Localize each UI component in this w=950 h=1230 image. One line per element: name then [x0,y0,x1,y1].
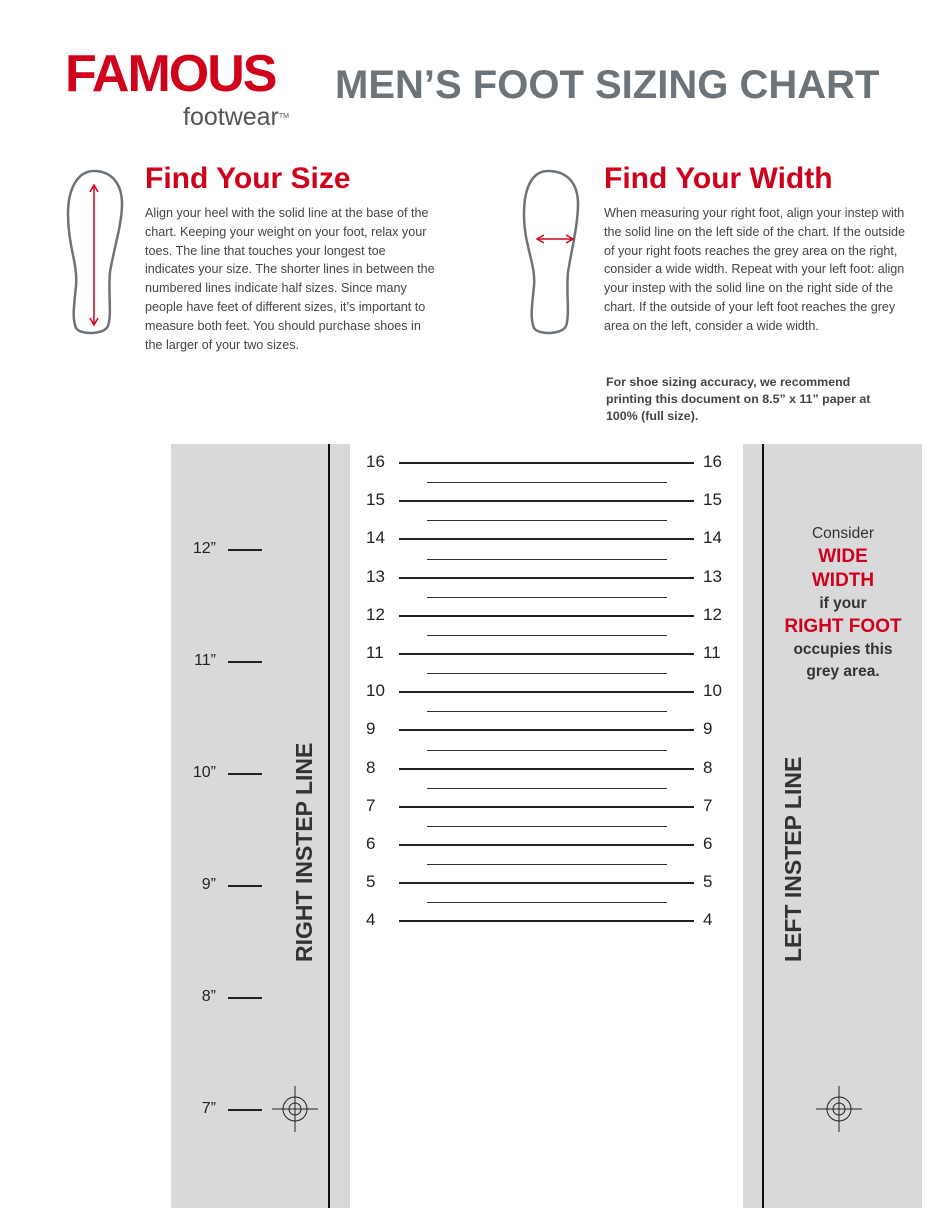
size-label-left: 11 [366,643,384,662]
size-label-right: 10 [703,681,722,701]
wide-width-consider: Consider [811,525,875,542]
inch-tick [228,549,262,551]
size-label-right: 9 [703,719,713,739]
half-size-line [427,559,667,560]
brand-logo-famous: FAMOUS [65,45,276,103]
find-width-title: Find Your Width [604,162,833,195]
size-label-right: 8 [703,757,713,777]
size-label-right: 16 [703,452,722,471]
find-width-body: When measuring your right foot, align your instep with the solid line on the left side of the chart. If the outside of your right foots reaches the grey area on the right, consider a wide width. Repeat with your left foot: align your instep with the solid line on the right side of the chart. If the outside of your left foot reaches the grey area on the left, consider a wide width. [604,206,906,333]
size-label-right: 14 [703,528,722,548]
inch-tick [228,1109,262,1111]
size-line [399,538,694,540]
inch-label: 7” [201,1100,216,1117]
wide-width-if: if your [819,595,867,612]
registration-mark-icon [270,1084,320,1134]
wide-width-occupies: occupies this [793,641,893,658]
wide-width-emphasis: WIDE [818,546,868,567]
wide-width-note [763,523,923,683]
size-label-left: 13 [366,566,385,586]
registration-mark-icon [814,1084,864,1134]
half-size-line [427,788,667,789]
size-label-left: 4 [366,910,376,930]
size-line [399,844,694,846]
inch-label: 10” [192,764,216,781]
inch-label: 11” [194,652,216,669]
half-size-line [427,635,667,636]
size-line [399,882,694,884]
page-title: MEN’S FOOT SIZING CHART [335,63,880,107]
size-label-right: 15 [703,490,722,510]
foot-width-icon [518,168,582,338]
size-label-left: 5 [366,872,376,892]
size-label-left: 9 [366,719,376,739]
size-label-right: 4 [703,910,713,930]
wide-width-emphasis: WIDTH [811,570,875,591]
half-size-line [427,520,667,521]
size-line [399,577,694,579]
size-label-right: 6 [703,834,713,853]
wide-width-grey: grey area. [806,663,880,680]
half-size-line [427,597,667,598]
size-label-left: 14 [366,528,385,548]
right-instep-label: RIGHT INSTEP LINE [291,742,317,962]
foot-length-icon [64,168,128,338]
half-size-line [427,673,667,674]
inch-tick [228,885,262,887]
brand-logo-footwear [183,103,289,131]
inch-tick [228,773,262,775]
half-size-line [427,826,667,827]
size-label-left: 15 [366,490,385,510]
half-size-line [427,482,667,483]
size-label-left: 8 [366,757,376,777]
size-label-right: 13 [703,566,722,586]
half-size-line [427,750,667,751]
inch-tick [228,997,262,999]
size-label-right: 11 [703,643,721,662]
half-size-line [427,902,667,903]
right-instep-line [328,444,330,1208]
find-size-title: Find Your Size [145,162,351,195]
size-label-left: 6 [366,834,376,853]
size-line [399,462,694,464]
print-note: For shoe sizing accuracy, we recommend printing this document on 8.5” x 11” paper at 100% (full size). [606,375,871,423]
size-label-right: 7 [703,795,713,815]
half-size-line [427,711,667,712]
inch-label: 12” [192,540,216,557]
size-line [399,691,694,693]
find-size-body: Align your heel with the solid line at the base of the chart. Keeping your weight on your foot, relax your toes. The line that touches your longest toe indicates your size. The shorter lines in between the numbered lines indicate half sizes. Since many people have feet of different sizes, it’s important to measure both feet. You should purchase shoes in the larger of your two sizes. [145,206,435,352]
size-line [399,768,694,770]
size-line [399,653,694,655]
size-line [399,500,694,502]
inch-tick [228,661,262,663]
size-label-right: 12 [703,604,722,624]
wide-width-foot: RIGHT FOOT [784,616,902,637]
size-label-left: 10 [366,681,385,701]
size-line [399,806,694,808]
size-line [399,920,694,922]
size-label-left: 7 [366,795,376,815]
inch-label: 9” [201,876,216,893]
left-instep-label: LEFT INSTEP LINE [780,756,806,962]
size-label-right: 5 [703,872,713,892]
brand-sub: footwear [183,103,279,131]
size-line [399,729,694,731]
size-label-left: 16 [366,452,385,471]
inch-label: 8” [201,988,216,1005]
half-size-line [427,864,667,865]
brand-tm: TM [278,113,289,120]
size-line [399,615,694,617]
size-label-left: 12 [366,604,385,624]
